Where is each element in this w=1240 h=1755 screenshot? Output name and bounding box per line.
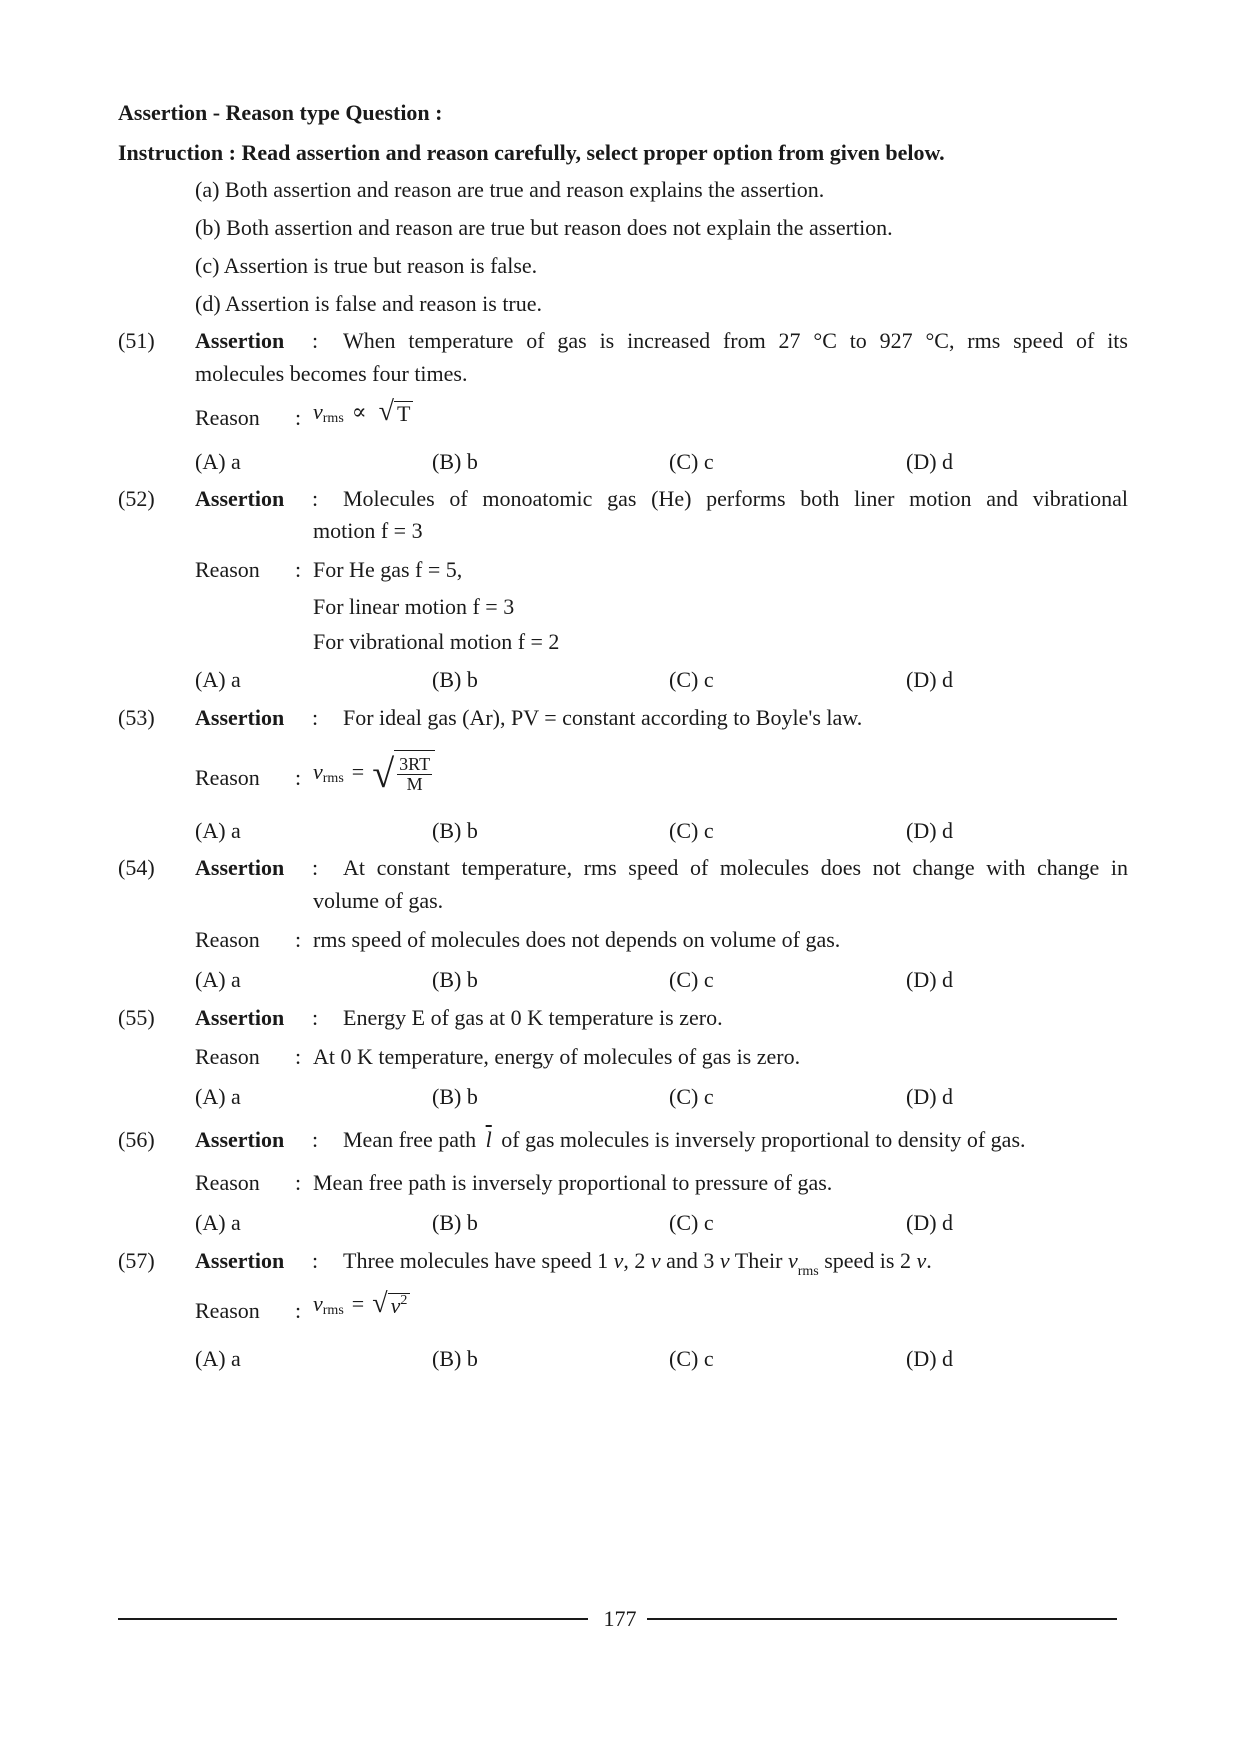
var-v: v	[313, 399, 323, 424]
legend-option-a: (a) Both assertion and reason are true and reason explains the assertion.	[195, 177, 825, 202]
assertion-text-mid: Their	[734, 1248, 783, 1273]
subscript-rms: rms	[797, 1264, 819, 1279]
var-v: v	[787, 1248, 798, 1273]
sqrt-icon: √	[372, 1288, 388, 1319]
colon: :	[295, 557, 302, 582]
colon: :	[312, 1127, 319, 1152]
assertion-label: Assertion	[195, 1248, 285, 1273]
choice-c[interactable]: (C) c	[669, 449, 714, 474]
reason-text: Mean free path is inversely proportional to pressure of gas.	[313, 1170, 833, 1195]
choice-a[interactable]: (A) a	[195, 1084, 241, 1109]
assertion-label: Assertion	[195, 705, 285, 730]
question-number: (55)	[118, 1005, 155, 1030]
fraction-numerator: 3RT	[399, 754, 431, 774]
sqrt-expression	[372, 750, 435, 794]
sqrt-icon: √	[378, 396, 395, 427]
subscript-rms: rms	[322, 1303, 344, 1318]
reason-label: Reason	[195, 405, 260, 430]
assertion-text: Molecules of monoatomic gas (He) performs both liner motion and vibrational	[343, 486, 1128, 511]
colon: :	[312, 328, 319, 353]
reason-label: Reason	[195, 1170, 260, 1195]
subscript-rms: rms	[322, 770, 344, 786]
fraction	[397, 755, 432, 794]
assertion-text: At constant temperature, rms speed of molecules does not change with change in	[343, 855, 1128, 880]
assertion-text: For ideal gas (Ar), PV = constant according to Boyle's law.	[343, 705, 863, 730]
question-number: (57)	[118, 1248, 155, 1273]
sqrt-expression	[379, 398, 414, 426]
reason-formula	[313, 398, 413, 426]
reason-label: Reason	[195, 557, 260, 582]
question-number: (52)	[118, 486, 155, 511]
question-number: (54)	[118, 855, 155, 880]
reason-label: Reason	[195, 1298, 260, 1323]
assertion-text-continued: molecules becomes four times.	[195, 361, 468, 386]
assertion-text: Energy E of gas at 0 K temperature is zero.	[343, 1005, 723, 1030]
var-v: v	[719, 1248, 730, 1273]
assertion-text-continued: volume of gas.	[313, 888, 444, 913]
reason-text: For He gas f = 5,	[313, 557, 463, 582]
assertion-label: Assertion	[195, 328, 285, 353]
choice-a[interactable]: (A) a	[195, 449, 241, 474]
assertion-text: When temperature of gas is increased from 27 °C to 927 °C, rms speed of its	[343, 328, 1128, 353]
fraction-denominator: M	[406, 773, 423, 794]
assertion-text-end: .	[926, 1248, 932, 1273]
choice-d[interactable]: (D) d	[906, 667, 954, 692]
instruction-text: Instruction : Read assertion and reason carefully, select proper option from given below.	[118, 140, 945, 165]
assertion-label: Assertion	[195, 855, 285, 880]
sqrt-icon: √	[372, 750, 395, 796]
var-v: v	[313, 758, 323, 784]
var-v: v	[650, 1248, 661, 1273]
reason-formula	[313, 750, 435, 794]
assertion-text-pre: Mean free path	[343, 1127, 477, 1152]
choice-b[interactable]: (B) b	[432, 667, 478, 692]
assertion-text-post: of gas molecules is inversely proportional to density of gas.	[501, 1127, 1026, 1152]
choice-c[interactable]: (C) c	[669, 667, 714, 692]
section-title: Assertion - Reason type Question :	[118, 100, 443, 125]
page-number: 177	[603, 1606, 637, 1631]
choice-c[interactable]: (C) c	[669, 1346, 714, 1371]
choice-d[interactable]: (D) d	[906, 1210, 954, 1235]
choice-b[interactable]: (B) b	[432, 818, 478, 843]
choice-b[interactable]: (B) b	[432, 967, 478, 992]
assertion-label: Assertion	[195, 486, 285, 511]
choice-a[interactable]: (A) a	[195, 667, 241, 692]
reason-text: At 0 K temperature, energy of molecules of gas is zero.	[313, 1044, 801, 1069]
choice-d[interactable]: (D) d	[906, 1084, 954, 1109]
reason-formula	[313, 1290, 410, 1318]
colon: :	[295, 765, 302, 790]
choice-d[interactable]: (D) d	[906, 449, 954, 474]
choice-d[interactable]: (D) d	[906, 818, 954, 843]
choice-a[interactable]: (A) a	[195, 818, 241, 843]
question-number: (56)	[118, 1127, 155, 1152]
reason-text: For linear motion f = 3	[313, 594, 515, 619]
colon: :	[295, 927, 302, 952]
assertion-label: Assertion	[195, 1005, 285, 1030]
choice-a[interactable]: (A) a	[195, 1210, 241, 1235]
assertion-text-mid: , 2	[623, 1248, 646, 1273]
sqrt-body	[388, 1293, 411, 1318]
equals-sign: =	[351, 758, 365, 784]
choice-c[interactable]: (C) c	[669, 1210, 714, 1235]
choice-c[interactable]: (C) c	[669, 1084, 714, 1109]
choice-a[interactable]: (A) a	[195, 1346, 241, 1371]
sqrt-body	[394, 750, 435, 794]
choice-c[interactable]: (C) c	[669, 818, 714, 843]
assertion-text	[343, 1248, 932, 1279]
assertion-label: Assertion	[195, 1127, 285, 1152]
var-v: v	[916, 1248, 927, 1273]
assertion-text-continued: motion f = 3	[313, 518, 423, 543]
footer-rule-right	[647, 1618, 1117, 1620]
colon: :	[312, 1248, 319, 1273]
colon: :	[312, 855, 319, 880]
var-v-bar: v	[390, 1292, 401, 1318]
question-number: (53)	[118, 705, 155, 730]
reason-label: Reason	[195, 1044, 260, 1069]
colon: :	[295, 1170, 302, 1195]
choice-b[interactable]: (B) b	[432, 1346, 478, 1371]
proportional-symbol: ∝	[351, 399, 367, 424]
choice-b[interactable]: (B) b	[432, 1084, 478, 1109]
colon: :	[312, 486, 319, 511]
legend-option-c: (c) Assertion is true but reason is false.	[195, 253, 538, 278]
mean-free-path-symbol: $\overline{l}$	[485, 1127, 492, 1152]
choice-d[interactable]: (D) d	[906, 1346, 954, 1371]
assertion-text-mid: speed is 2	[824, 1248, 911, 1273]
superscript-2: 2	[400, 1292, 408, 1308]
choice-c[interactable]: (C) c	[669, 967, 714, 992]
colon: :	[295, 405, 302, 430]
sqrt-body: T	[394, 401, 413, 426]
choice-b[interactable]: (B) b	[432, 1210, 478, 1235]
reason-label: Reason	[195, 927, 260, 952]
equals-sign: =	[351, 1291, 365, 1316]
reason-label: Reason	[195, 765, 260, 790]
reason-text: For vibrational motion f = 2	[313, 629, 560, 654]
var-v: v	[613, 1248, 624, 1273]
choice-b[interactable]: (B) b	[432, 449, 478, 474]
colon: :	[312, 705, 319, 730]
colon: :	[312, 1005, 319, 1030]
var-v: v	[313, 1291, 323, 1316]
assertion-text-mid: and 3	[666, 1248, 715, 1273]
colon: :	[295, 1298, 302, 1323]
question-number: (51)	[118, 328, 155, 353]
choice-d[interactable]: (D) d	[906, 967, 954, 992]
choice-a[interactable]: (A) a	[195, 967, 241, 992]
colon: :	[295, 1044, 302, 1069]
legend-option-d: (d) Assertion is false and reason is true.	[195, 291, 543, 316]
assertion-text	[343, 1127, 1026, 1153]
assertion-text-pre: Three molecules have speed 1	[343, 1248, 609, 1273]
sqrt-expression	[372, 1290, 410, 1318]
subscript-rms: rms	[322, 411, 344, 426]
legend-option-b: (b) Both assertion and reason are true but reason does not explain the assertion.	[195, 215, 893, 240]
reason-text: rms speed of molecules does not depends on volume of gas.	[313, 927, 841, 952]
